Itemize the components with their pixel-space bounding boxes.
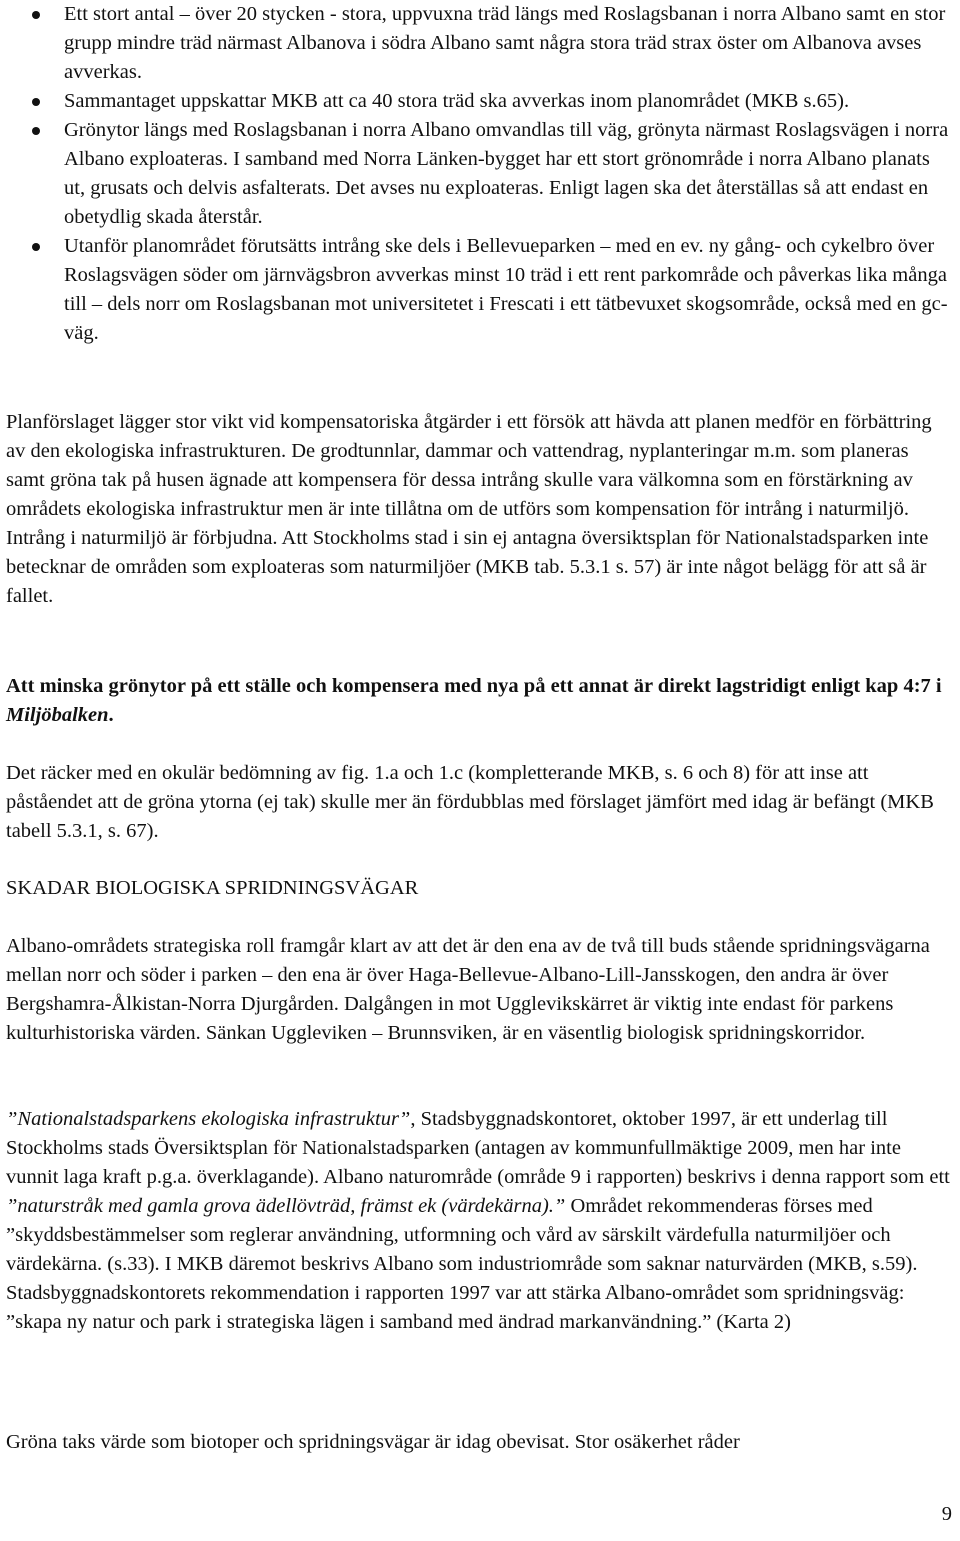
bold-statement-end: . <box>108 704 114 726</box>
bold-statement-italic: Miljöbalken <box>6 704 109 726</box>
bold-statement-text: Att minska grönytor på ett ställe och kompensera med nya på ett annat är direkt lagstridigt enligt kap 4:7 i <box>6 675 942 697</box>
report-title: ”Nationalstadsparkens ekologiska infrastruktur” <box>6 1108 411 1130</box>
bullet-item: Ett stort antal – över 20 stycken - stora, uppvuxna träd längs med Roslagsbanan i norra Albano samt en stor grupp mindre träd närmast Albanova i södra Albano samt några stora träd strax öster om Albanova avses avverkas. <box>6 0 954 87</box>
bullet-item: Grönytor längs med Roslagsbanan i norra Albano omvandlas till väg, grönyta närmast Roslagsvägen i norra Albano exploateras. I samband med Norra Länken-bygget har ett stort grönområde i norra Albano planats ut, grusats och delvis asfalterats. Det avses nu exploateras. Enligt lagen ska det återställas så att endast en obetydlig skada återstår. <box>6 116 954 232</box>
bullet-list <box>6 0 954 348</box>
report-text-1: , Stadsbyggnadskontoret, oktober 1997, är ett underlag till Stockholms stads Översiktsplan för Nationalstadsparken (antagen av kommunfullmäktige 2009, men har inte vunnit laga kraft p.g.a. överklagande). Albano naturområde (område 9 i rapporten) beskrivs i denna rapport som ett <box>6 1108 950 1188</box>
paragraph-dispersal-routes: Albano-områdets strategiska roll framgår klart av att det är den ena av de två till buds stående spridningsvägarna mellan norr och söder i parken – den ena är över Haga-Bellevue-Albano-Lill-Jansskogen, den andra är över Bergshamra-Ålkistan-Norra Djurgården. Dalgången in mot Ugglevikskärret är viktig inte endast för parkens kulturhistoriska värden. Sänkan Uggleviken – Brunnsviken, är en väsentlig biologisk spridningskorridor. <box>6 935 930 1044</box>
page-number: 9 <box>941 1503 952 1525</box>
bullet-item: Sammantaget uppskattar MKB att ca 40 stora träd ska avverkas inom planområdet (MKB s.65). <box>6 87 954 116</box>
report-quote: ”naturstråk med gamla grova ädellövträd, främst ek (värdekärna).” <box>6 1195 566 1217</box>
bullet-item: Utanför planområdet förutsätts intrång ske dels i Bellevueparken – med en ev. ny gång- och cykelbro över Roslagsvägen söder om järnvägsbron avverkas minst 10 träd i ett rent parkområde och påverkas lika många till – dels norr om Roslagsbanan mot universitetet i Frescati i ett tätbevuxet skogsområde, också med en gc-väg. <box>6 232 954 348</box>
report-text-2: Området rekommenderas förses med ”skyddsbestämmelser som reglerar användning, utformning och vård av särskilt värdefulla naturmiljöer och värdekärna. (s.33). I MKB däremot beskrivs Albano som industriområde som saknar naturvärden (MKB, s.59). Stadsbyggnadskontorets rekommendation i rapporten 1997 var att stärka Albano-området som spridningsväg: ”skapa ny natur och park i strategiska lägen i samband med ändrad markanvändning.” (Karta 2) <box>6 1195 918 1333</box>
paragraph-report <box>6 1105 952 1337</box>
paragraph-green-roofs: Gröna taks värde som biotoper och spridningsvägar är idag obevisat. Stor osäkerhet råder <box>6 1431 740 1453</box>
paragraph-green-areas: Det räcker med en okulär bedömning av fig. 1.a och 1.c (kompletterande MKB, s. 6 och 8) för att inse att påståendet att de gröna ytorna (ej tak) skulle mer än fördubblas med förslaget jämfört med idag är befängt (MKB tabell 5.3.1, s. 67). <box>6 762 934 842</box>
section-heading: SKADAR BIOLOGISKA SPRIDNINGSVÄGAR <box>6 877 419 899</box>
bold-statement <box>6 672 952 730</box>
paragraph-compensation: Planförslaget lägger stor vikt vid kompensatoriska åtgärder i ett försök att hävda att planen medför en förbättring av den ekologiska infrastrukturen. De grodtunnlar, dammar och vattendrag, nyplanteringar m.m. som planeras samt gröna tak på husen ägnade att kompensera för dessa intrång skulle vara välkomna som en förstärkning av områdets ekologiska infrastruktur men är inte tillåtna om de utförs som kompensation för intrång i naturmiljö. Intrång i naturmiljö är förbjudna. Att Stockholms stad i sin ej antagna översiktsplan för Nationalstadsparken inte betecknar de områden som exploateras som naturmiljöer (MKB tab. 5.3.1 s. 57) är inte något belägg för att så är fallet. <box>6 411 932 607</box>
